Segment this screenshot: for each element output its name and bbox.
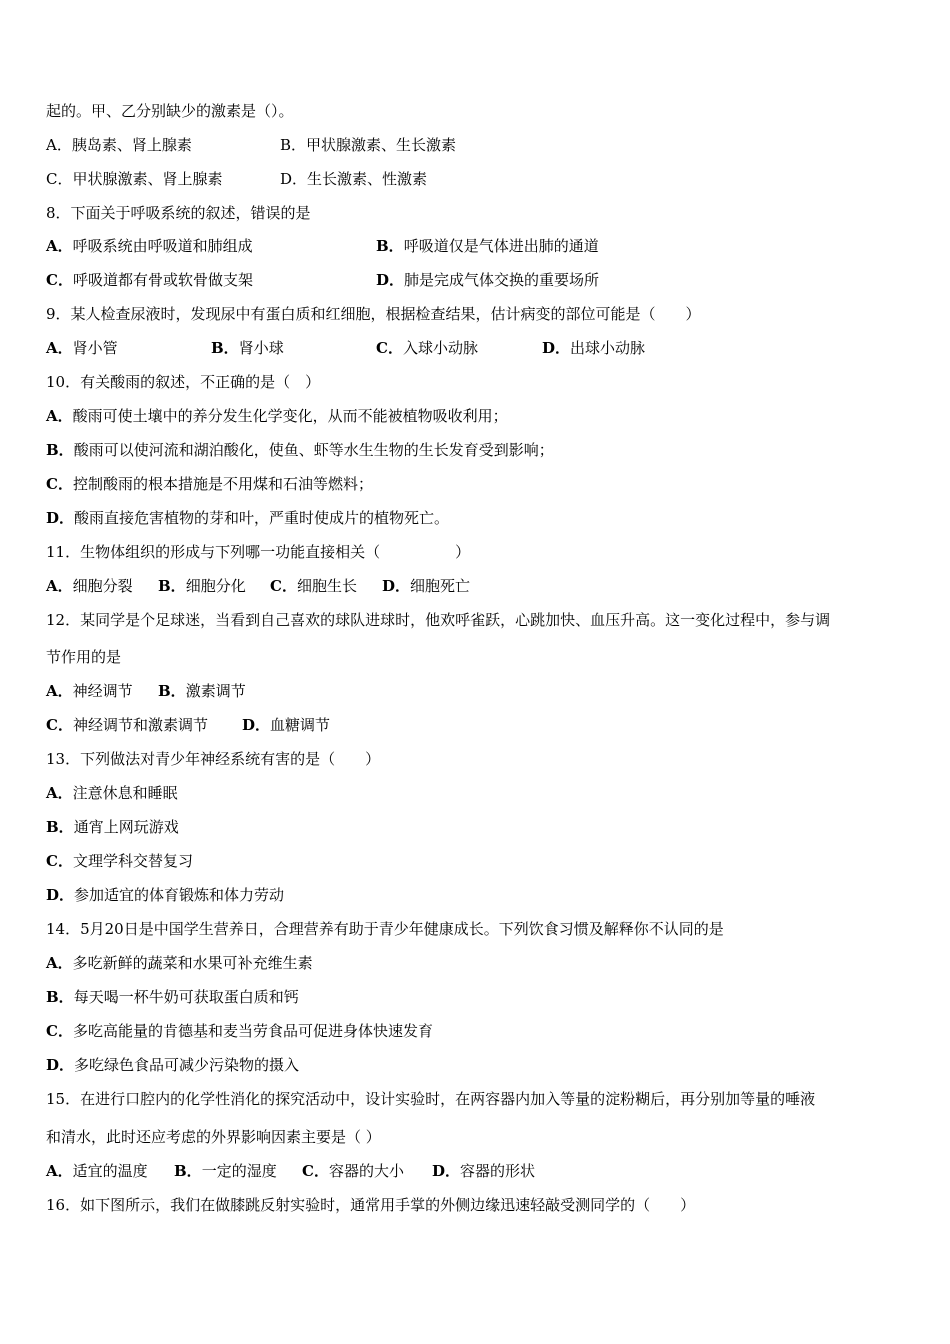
q11-option-b: B．细胞分化 <box>158 577 246 595</box>
q10-stem: 10．有关酸雨的叙述，不正确的是（ ） <box>46 373 321 391</box>
q13-option-d: D．参加适宜的体育锻炼和体力劳动 <box>46 886 285 904</box>
q8-option-d: D．肺是完成气体交换的重要场所 <box>376 271 600 289</box>
q12-stem-line1: 12．某同学是个足球迷，当看到自己喜欢的球队进球时，他欢呼雀跃，心跳加快、血压升高。这一变化过程中，参与调 <box>46 611 831 629</box>
q15-stem-line1: 15．在进行口腔内的化学性消化的探究活动中，设计实验时，在两容器内加入等量的淀粉糊后，再分别加等量的唾液 <box>46 1090 816 1108</box>
q16-stem: 16．如下图所示，我们在做膝跳反射实验时，通常用手掌的外侧边缘迅速轻敲受测同学的（ ） <box>46 1196 696 1214</box>
q10-option-d: D．酸雨直接危害植物的芽和叶，严重时使成片的植物死亡。 <box>46 509 450 527</box>
q13-option-c: C．文理学科交替复习 <box>46 852 193 870</box>
q15-option-c: C．容器的大小 <box>302 1162 404 1180</box>
q8-stem: 8．下面关于呼吸系统的叙述，错误的是 <box>46 204 311 222</box>
q14-option-d: D．多吃绿色食品可减少污染物的摄入 <box>46 1056 300 1074</box>
q10-option-c: C．控制酸雨的根本措施是不用煤和石油等燃料； <box>46 475 373 493</box>
q13-option-a: A．注意休息和睡眠 <box>46 784 178 802</box>
q14-stem: 14．5月20日是中国学生营养日，合理营养有助于青少年健康成长。下列饮食习惯及解释你不认同的是 <box>46 920 724 938</box>
q15-option-d: D．容器的形状 <box>432 1162 536 1180</box>
q11-option-c: C．细胞生长 <box>270 577 357 595</box>
q9-option-b: B．肾小球 <box>211 339 284 357</box>
q15-stem-line2: 和清水，此时还应考虑的外界影响因素主要是（ ） <box>46 1128 381 1146</box>
q7-option-b: B．甲状腺激素、生长激素 <box>280 136 457 154</box>
q7-option-d: D．生长激素、性激素 <box>280 170 428 188</box>
q9-option-a: A．肾小管 <box>46 339 118 357</box>
q12-option-a: A．神经调节 <box>46 682 133 700</box>
q11-option-d: D．细胞死亡 <box>382 577 471 595</box>
q12-option-d: D．血糖调节 <box>242 716 331 734</box>
q8-option-c: C．呼吸道都有骨或软骨做支架 <box>46 271 253 289</box>
q12-option-c: C．神经调节和激素调节 <box>46 716 208 734</box>
q9-stem: 9．某人检查尿液时，发现尿中有蛋白质和红细胞，根据检查结果，估计病变的部位可能是（ ） <box>46 305 701 323</box>
q9-option-d: D．出球小动脉 <box>542 339 646 357</box>
q13-stem: 13．下列做法对青少年神经系统有害的是（ ） <box>46 750 381 768</box>
q8-option-a: A．呼吸系统由呼吸道和肺组成 <box>46 237 253 255</box>
q14-option-c: C．多吃高能量的肯德基和麦当劳食品可促进身体快速发育 <box>46 1022 433 1040</box>
q7-option-c: C．甲状腺激素、肾上腺素 <box>46 170 223 188</box>
q13-option-b: B．通宵上网玩游戏 <box>46 818 179 836</box>
q14-option-a: A．多吃新鲜的蔬菜和水果可补充维生素 <box>46 954 313 972</box>
q7-stem-end: 起的。甲、乙分别缺少的激素是（）。 <box>46 102 294 120</box>
q15-option-a: A．适宜的温度 <box>46 1162 148 1180</box>
q9-option-c: C．入球小动脉 <box>376 339 478 357</box>
q14-option-b: B．每天喝一杯牛奶可获取蛋白质和钙 <box>46 988 299 1006</box>
q15-option-b: B．一定的湿度 <box>174 1162 277 1180</box>
q8-option-b: B．呼吸道仅是气体进出肺的通道 <box>376 237 599 255</box>
q12-stem-line2: 节作用的是 <box>46 648 122 666</box>
q11-stem: 11．生物体组织的形成与下列哪一功能直接相关（ ） <box>46 543 471 561</box>
q7-option-a: A．胰岛素、肾上腺素 <box>46 136 192 154</box>
q10-option-a: A．酸雨可使土壤中的养分发生化学变化，从而不能被植物吸收利用； <box>46 407 508 425</box>
q10-option-b: B．酸雨可以使河流和湖泊酸化，使鱼、虾等水生生物的生长发育受到影响； <box>46 441 554 459</box>
q11-option-a: A．细胞分裂 <box>46 577 133 595</box>
q12-option-b: B．激素调节 <box>158 682 246 700</box>
